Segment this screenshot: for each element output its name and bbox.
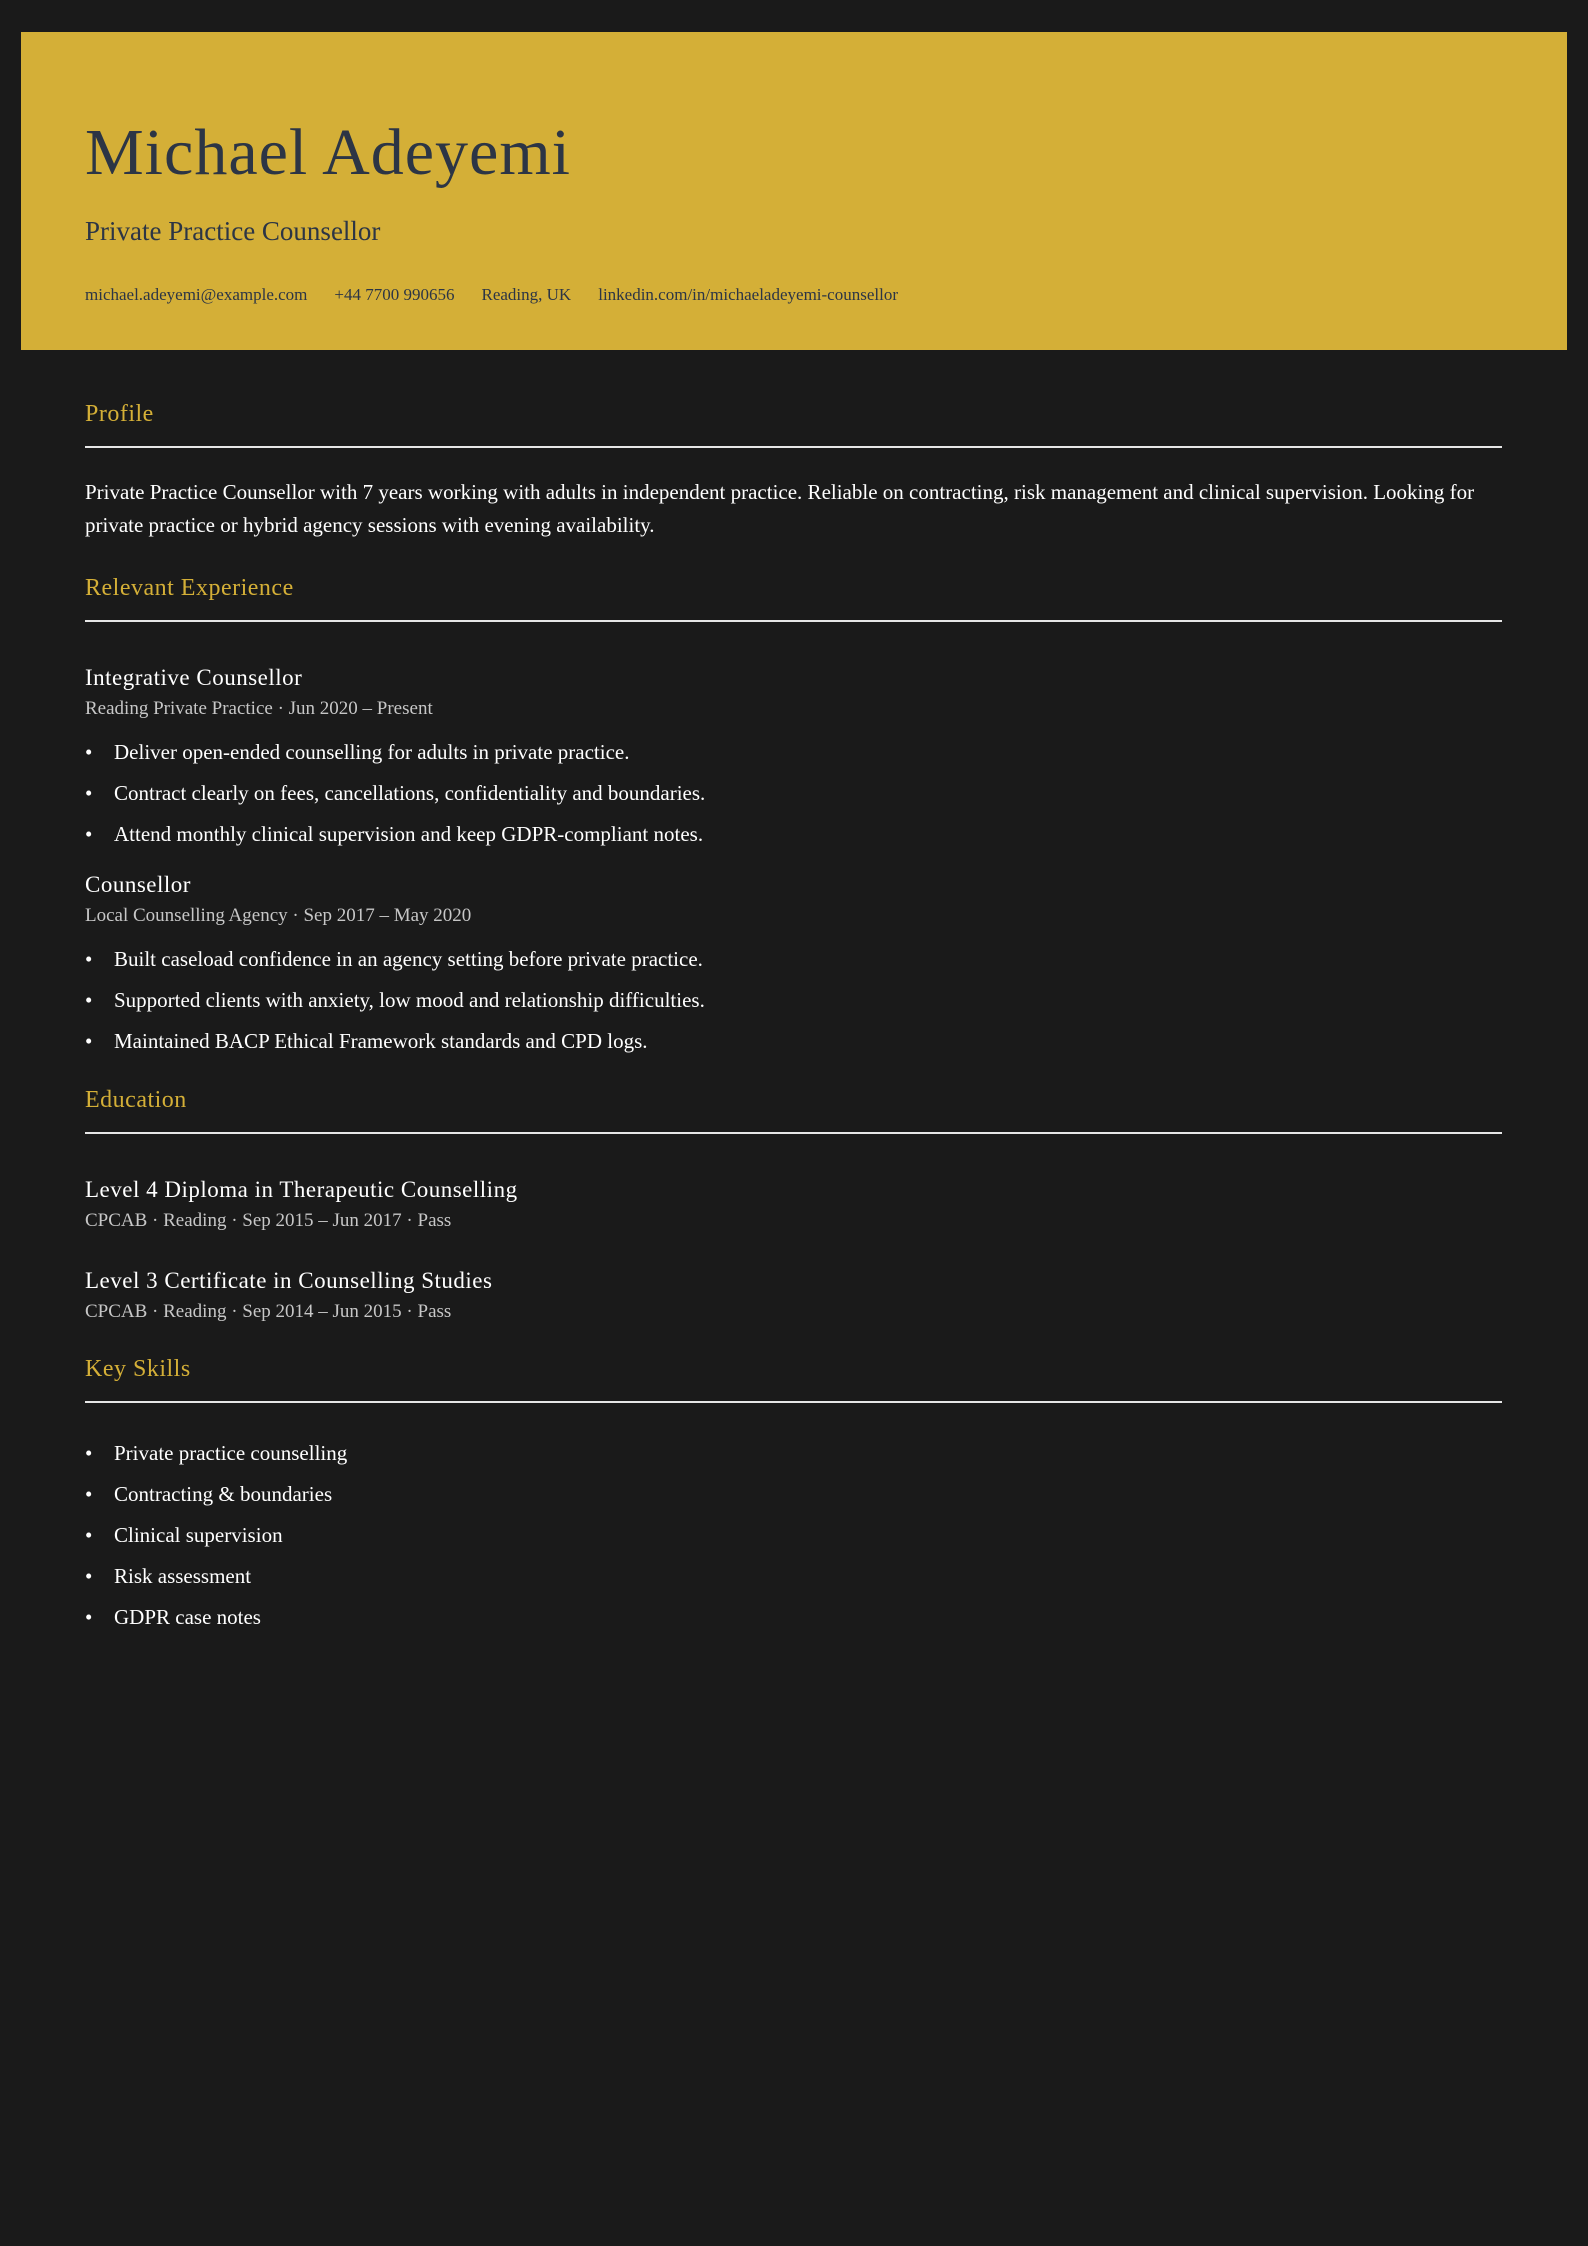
job-meta: Reading Private Practice · Jun 2020 – Present [85,698,433,719]
bullet-icon: • [85,1441,93,1465]
skill-text: GDPR case notes [114,1605,261,1629]
contact-location: Reading, UK [481,285,572,304]
contact-linkedin[interactable]: linkedin.com/in/michaeladeyemi-counsellor [598,285,898,304]
contact-phone[interactable]: +44 7700 990656 [334,285,455,304]
bullet-icon: • [85,988,93,1012]
section-title-profile: Profile [85,401,154,427]
education-meta: CPCAB · Reading · Sep 2014 – Jun 2015 · Pass [85,1301,452,1322]
contact-email[interactable]: michael.adeyemi@example.com [85,285,308,304]
list-item [85,1525,1502,1546]
list-item [85,1566,1502,1587]
list-item [85,783,1502,804]
education-meta: CPCAB · Reading · Sep 2015 – Jun 2017 · Pass [85,1210,452,1231]
list-item [85,1484,1502,1505]
list-item [85,990,1502,1011]
list-item [85,824,1502,845]
bullet-icon: • [85,1605,93,1629]
list-item [85,949,1502,970]
list-item-text: Contract clearly on fees, cancellations, confidentiality and boundaries. [114,781,706,805]
candidate-name: Michael Adeyemi [85,116,572,189]
section-title-education: Education [85,1087,187,1113]
profile-section [85,402,1502,542]
experience-section [85,576,1502,1052]
list-item [85,742,1502,763]
bullet-icon: • [85,1523,93,1547]
education-title: Level 3 Certificate in Counselling Studies [85,1268,493,1293]
candidate-role: Private Practice Counsellor [85,216,381,246]
job-bullets [85,742,1502,845]
education-section [85,1088,1502,1321]
job-title: Counsellor [85,872,191,897]
education-title: Level 4 Diploma in Therapeutic Counselling [85,1177,518,1202]
section-title-skills: Key Skills [85,1356,191,1382]
list-item-text: Supported clients with anxiety, low mood and relationship difficulties. [114,988,705,1012]
resume-body [85,402,1502,1628]
job-meta: Local Counselling Agency · Sep 2017 – May 2020 [85,905,472,926]
bullet-icon: • [85,947,93,971]
job-entry [85,873,1502,1052]
skill-text: Contracting & boundaries [114,1482,333,1506]
bullet-icon: • [85,822,93,846]
job-bullets [85,949,1502,1052]
list-item [85,1443,1502,1464]
section-divider [85,620,1502,622]
bullet-icon: • [85,1482,93,1506]
list-item-text: Maintained BACP Ethical Framework standards and CPD logs. [114,1029,648,1053]
list-item-text: Attend monthly clinical supervision and keep GDPR-compliant notes. [114,822,704,846]
list-item [85,1031,1502,1052]
profile-summary: Private Practice Counsellor with 7 years working with adults in independent practice. Reliable on contracting, risk management and clinical supervision. Looking for private practice or hybrid agency sessions with evening availability. [85,480,1475,537]
skills-list [85,1443,1502,1628]
job-entry [85,666,1502,845]
bullet-icon: • [85,781,93,805]
resume-header [21,32,1567,350]
skills-section [85,1357,1502,1628]
contact-row [85,286,898,303]
list-item-text: Built caseload confidence in an agency setting before private practice. [114,947,703,971]
bullet-icon: • [85,1029,93,1053]
skill-text: Risk assessment [114,1564,252,1588]
section-divider [85,446,1502,448]
education-entry [85,1178,1502,1230]
job-title: Integrative Counsellor [85,665,303,690]
skill-text: Private practice counselling [114,1441,348,1465]
list-item [85,1607,1502,1628]
bullet-icon: • [85,1564,93,1588]
skill-text: Clinical supervision [114,1523,283,1547]
section-title-experience: Relevant Experience [85,575,294,601]
section-divider [85,1132,1502,1134]
bullet-icon: • [85,740,93,764]
education-entry [85,1269,1502,1321]
section-divider [85,1401,1502,1403]
list-item-text: Deliver open-ended counselling for adults in private practice. [114,740,630,764]
